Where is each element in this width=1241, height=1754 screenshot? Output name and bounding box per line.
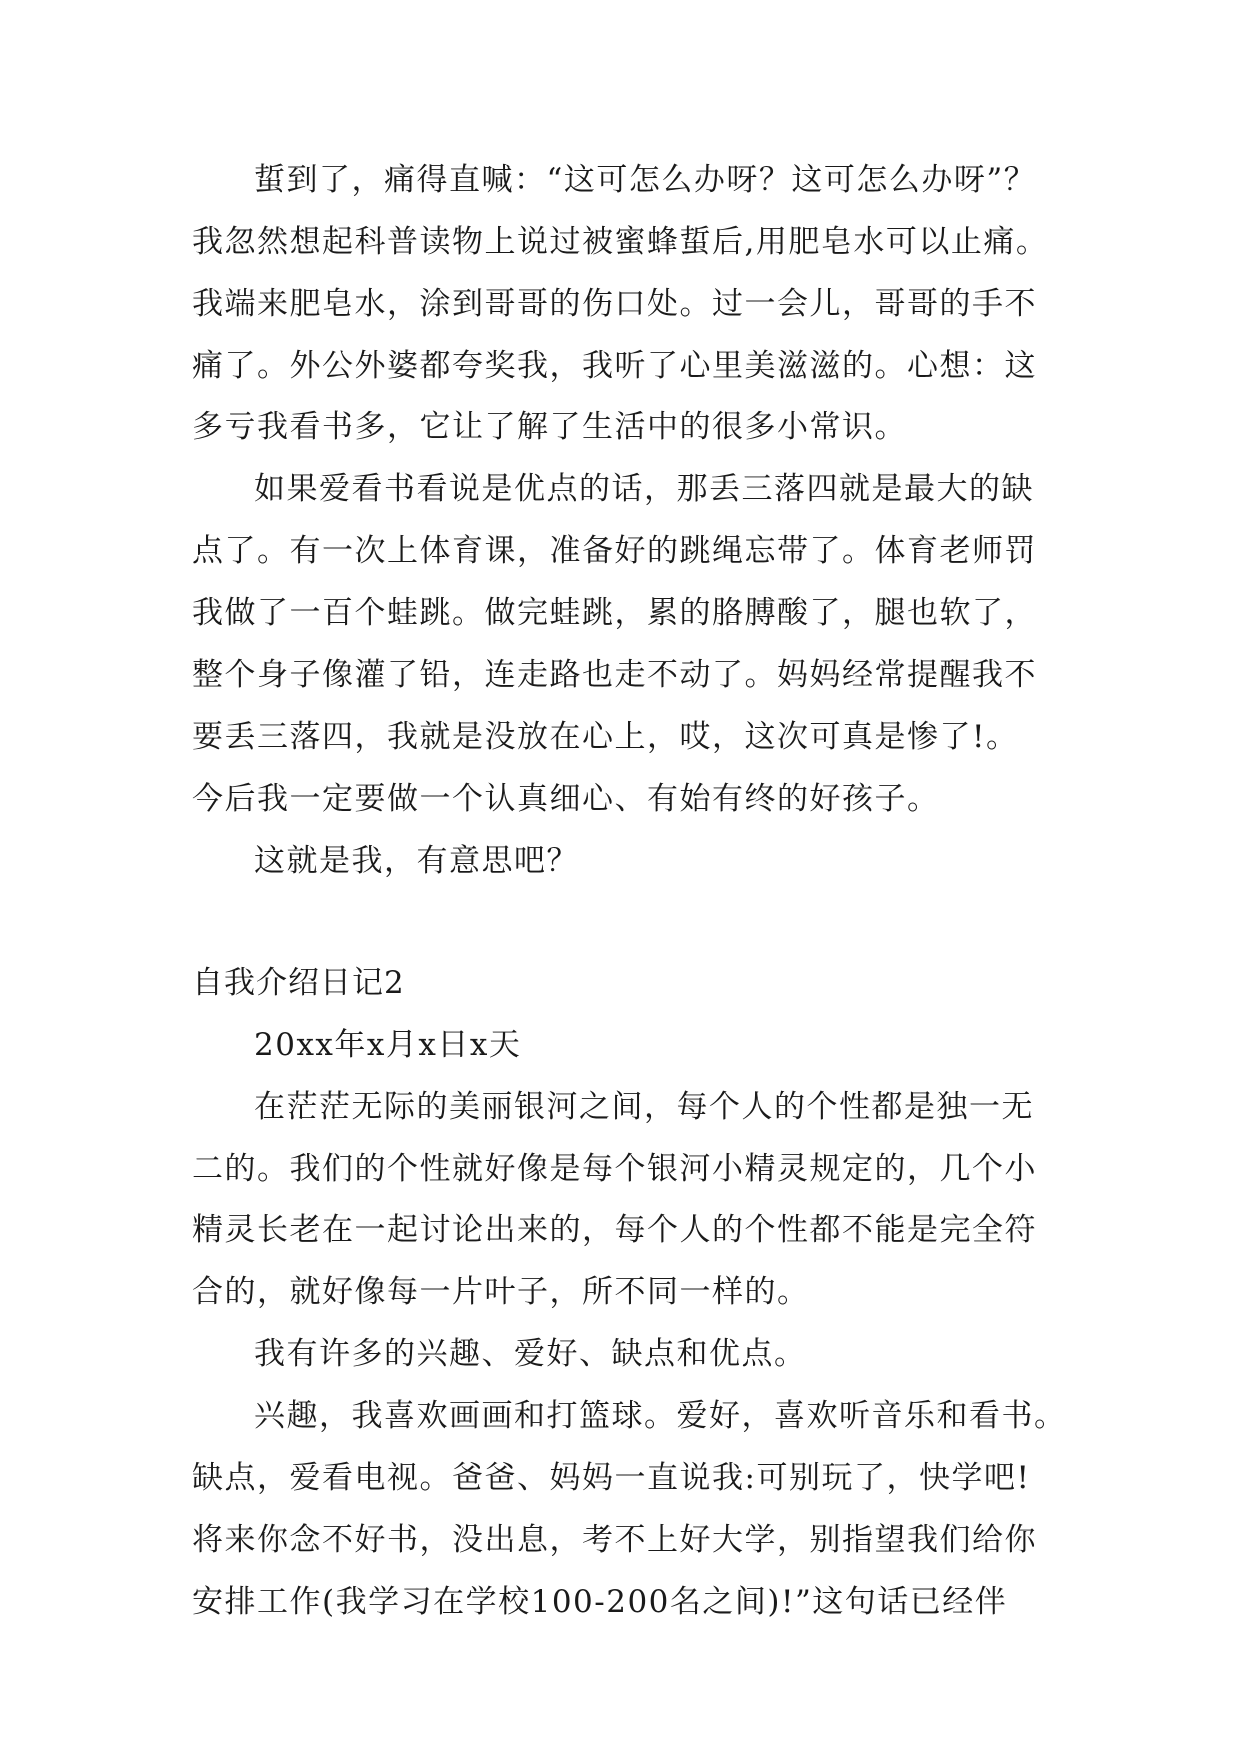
paragraph-line: 我有许多的兴趣、爱好、缺点和优点。: [254, 1336, 807, 1372]
paragraph-line: 缺点，爱看电视。爸爸、妈妈一直说我:可别玩了，快学吧!: [192, 1460, 1031, 1496]
paragraph-line: 蜇到了，痛得直喊：“这可怎么办呀？这可怎么办呀”？: [254, 162, 1037, 198]
paragraph-line: 多亏我看书多，它让了解了生活中的很多小常识。: [192, 409, 907, 445]
paragraph-line: 我做了一百个蛙跳。做完蛙跳，累的胳膊酸了，腿也软了，: [192, 595, 1037, 631]
paragraph-line: 二的。我们的个性就好像是每个银河小精灵规定的，几个小: [192, 1151, 1037, 1187]
paragraph-line: 兴趣，我喜欢画画和打篮球。爱好，喜欢听音乐和看书。: [254, 1398, 1067, 1434]
paragraph-line: 整个身子像灌了铅，连走路也走不动了。妈妈经常提醒我不: [192, 657, 1037, 693]
paragraph-line: 合的，就好像每一片叶子，所不同一样的。: [192, 1274, 810, 1310]
paragraph-line: 安排工作(我学习在学校100-200名之间)!”这句话已经伴: [192, 1584, 1008, 1620]
paragraph-line: 今后我一定要做一个认真细心、有始有终的好孩子。: [192, 781, 940, 817]
paragraph-line: 将来你念不好书，没出息，考不上好大学，别指望我们给你: [192, 1522, 1037, 1558]
paragraph-line: 如果爱看书看说是优点的话，那丢三落四就是最大的缺: [254, 471, 1034, 507]
section-heading: 自我介绍日记2: [192, 965, 405, 1001]
paragraph-line: 我端来肥皂水，涂到哥哥的伤口处。过一会儿，哥哥的手不: [192, 286, 1037, 322]
paragraph-line: 这就是我，有意思吧？: [254, 843, 579, 879]
date-line: 20xx年x月x日x天: [254, 1027, 522, 1063]
paragraph-line: 痛了。外公外婆都夸奖我，我听了心里美滋滋的。心想：这: [192, 348, 1037, 384]
paragraph-line: 精灵长老在一起讨论出来的，每个人的个性都不能是完全符: [192, 1212, 1037, 1248]
paragraph-line: 我忽然想起科普读物上说过被蜜蜂蜇后,用肥皂水可以止痛。: [192, 224, 1049, 260]
paragraph-line: 要丢三落四，我就是没放在心上，哎，这次可真是惨了!。: [192, 719, 1019, 755]
paragraph-line: 点了。有一次上体育课，准备好的跳绳忘带了。体育老师罚: [192, 533, 1037, 569]
paragraph-line: 在茫茫无际的美丽银河之间，每个人的个性都是独一无: [254, 1089, 1034, 1125]
